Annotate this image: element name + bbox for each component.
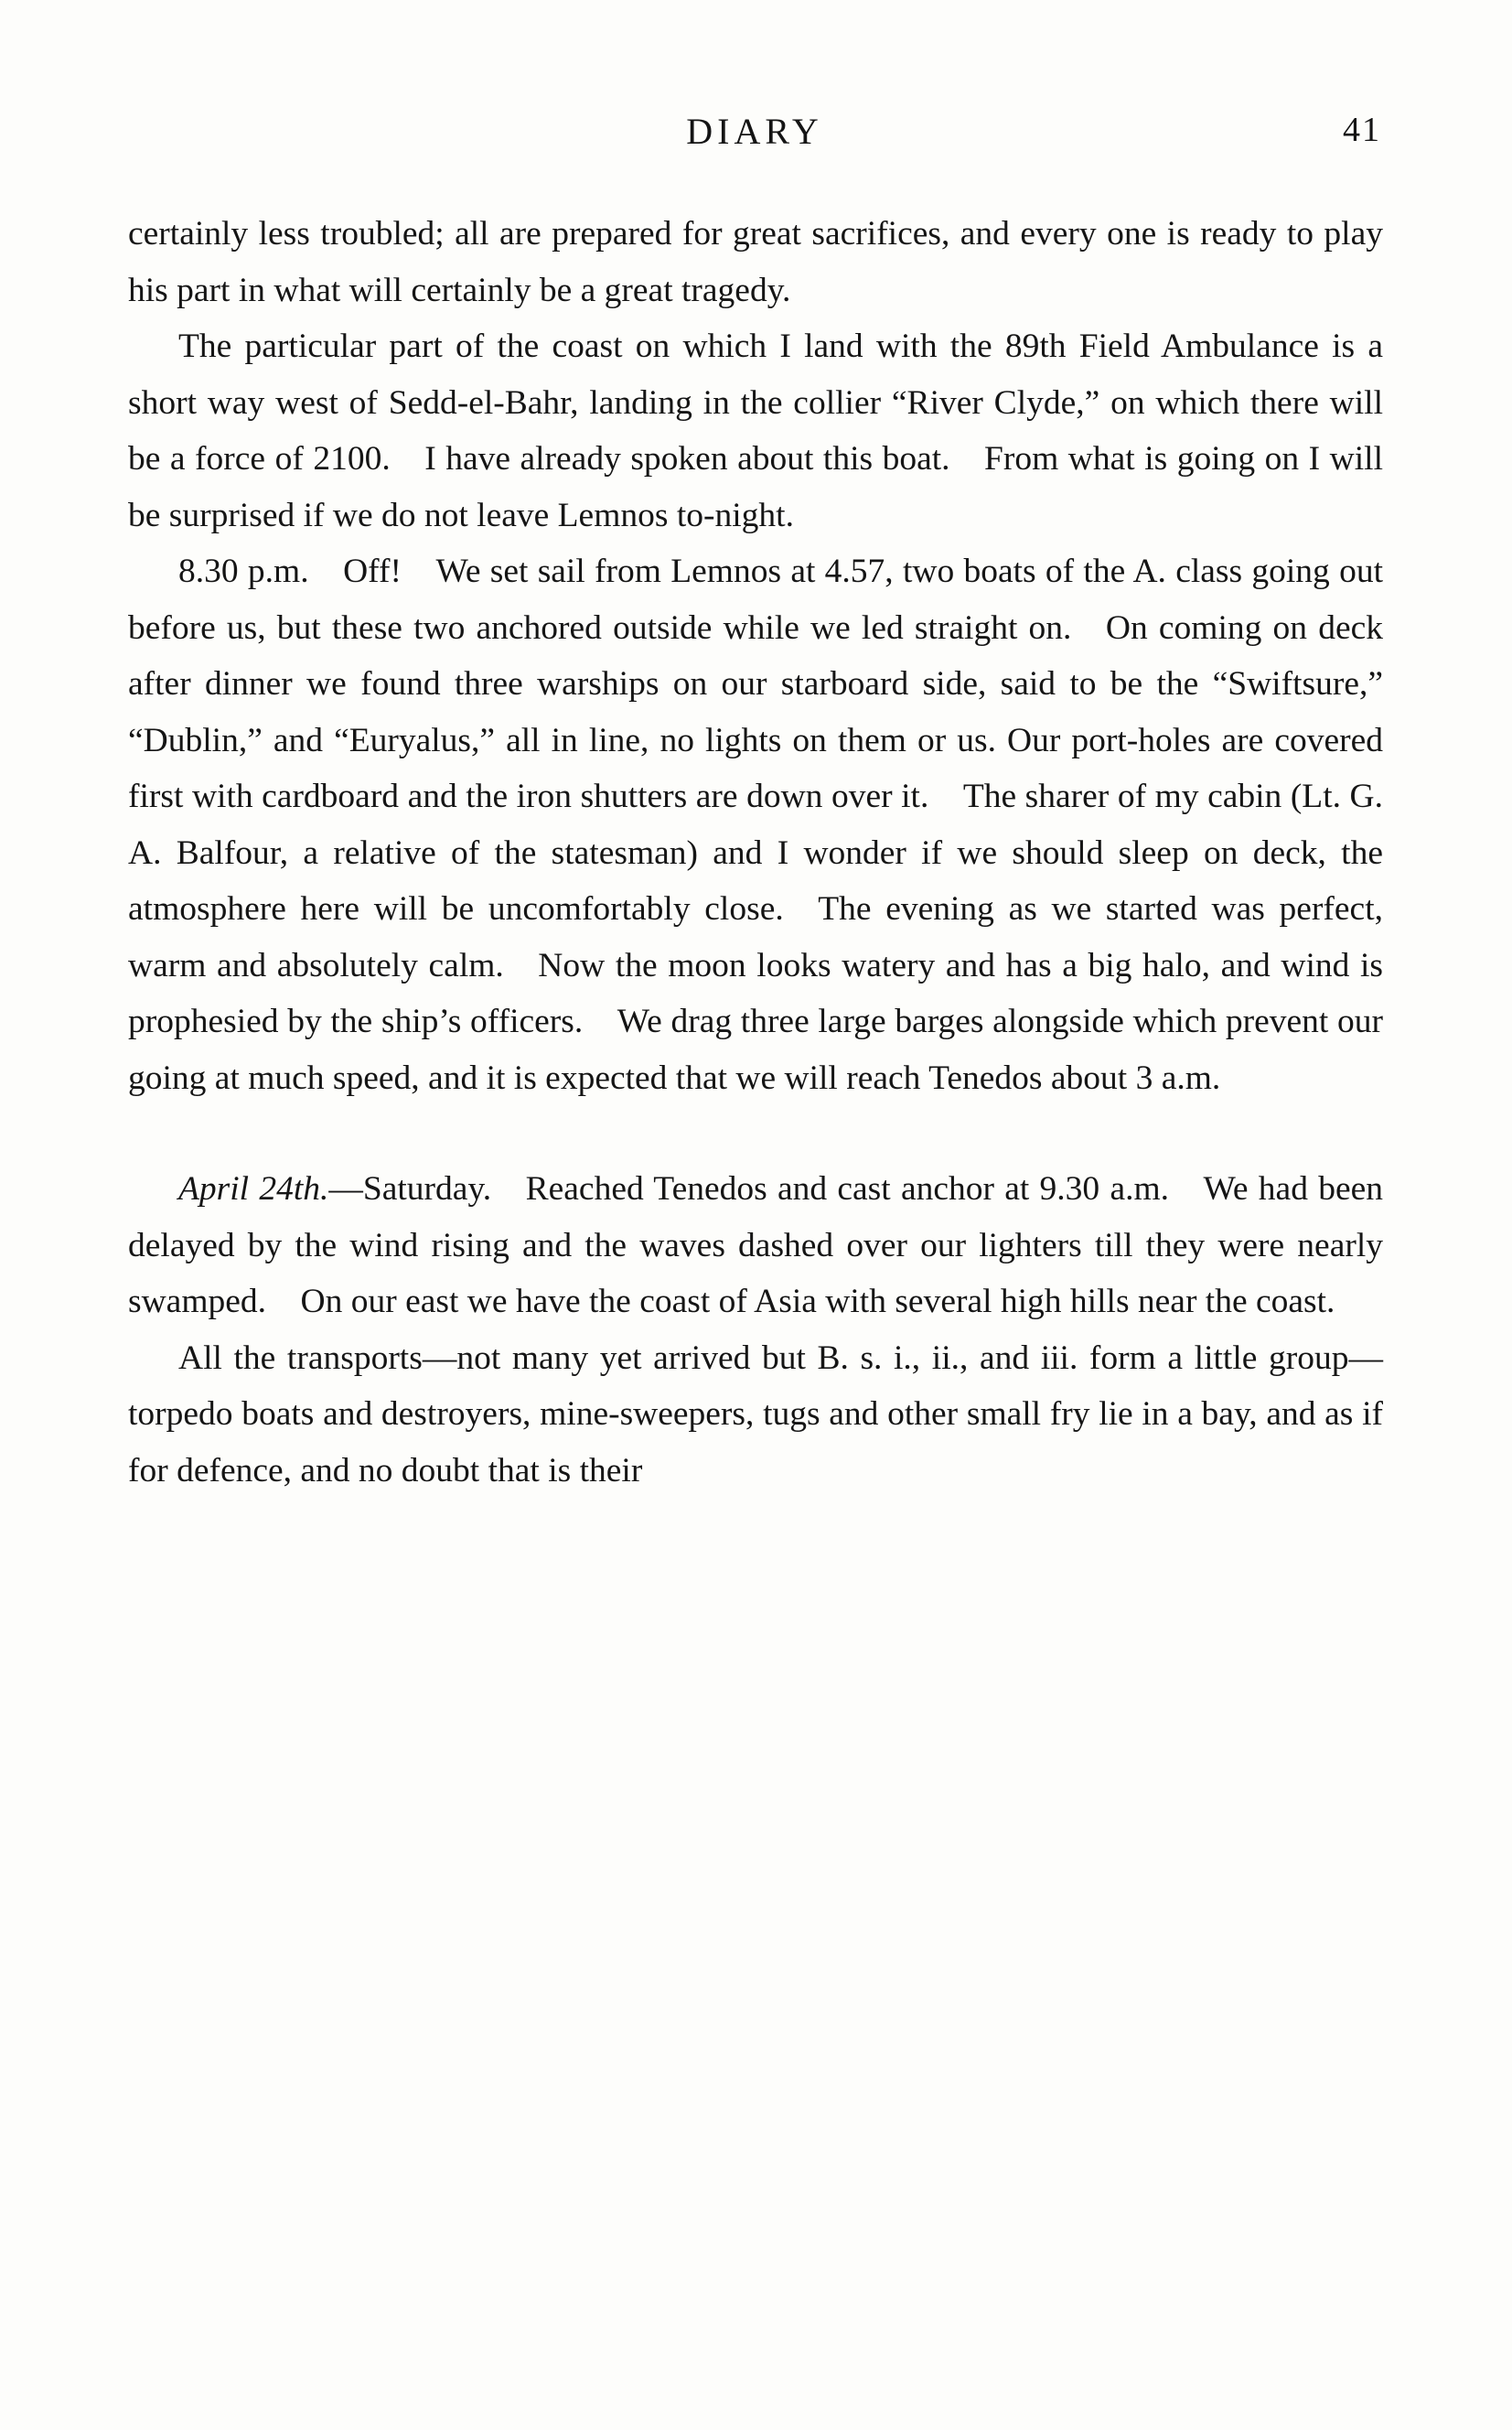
paragraph-spacer (128, 1106, 1383, 1161)
diary-entry-april-24 (128, 1161, 1383, 1330)
entry-body: —Saturday. Reached Tenedos and cast anchor at 9.30 a.m. We had been delayed by the wind rising and the waves dashed over our lighters till they were nearly swamped. On our east we have the coast of Asia with several high hills near the coast. (128, 1170, 1383, 1320)
paragraph-sailing: 8.30 p.m. Off! We set sail from Lemnos at 4.57, two boats of the A. class going out before us, but these two anchored outside while we led straight on. On coming on deck after dinner we found three warships on our starboard side, said to be the “Swiftsure,” “Dublin,” and “Euryalus,” all in line, no lights on them or us. Our port-holes are covered first with cardboard and the iron shutters are down over it. The sharer of my cabin (Lt. G. A. Balfour, a relative of the statesman) and I wonder if we should sleep on deck, the atmosphere here will be uncomfortably close. The evening as we started was perfect, warm and absolutely calm. Now the moon looks watery and has a big halo, and wind is prophesied by the ship’s officers. We drag three large barges alongside which prevent our going at much speed, and it is expected that we will reach Tenedos about 3 a.m. (128, 553, 1383, 1097)
paragraph-landing: The particular part of the coast on which I land with the 89th Field Ambulance is a short way west of Sedd-el-Bahr, landing in the collier “River Clyde,” on which there will be a force of 2100. I have already spoken about this boat. From what is going on I will be surprised if we do not leave Lemnos to-night. (128, 328, 1383, 534)
paragraph-transports: All the transports—not many yet arrived but B. s. i., ii., and iii. form a little group—torpedo boats and destroyers, mine-sweepers, tugs and other small fry lie in a bay, and as if for defence, and no doubt that is their (128, 1339, 1383, 1489)
entry-dateline: April 24th. (178, 1170, 329, 1208)
body-text (128, 206, 1383, 1499)
page-number: 41 (1343, 111, 1381, 149)
page-header (128, 110, 1381, 165)
paragraph-continued: certainly less troubled; all are prepared for great sacrifices, and every one is ready to play his part in what will certainly be a great tragedy. (128, 215, 1383, 309)
page-title: DIARY (686, 111, 823, 152)
